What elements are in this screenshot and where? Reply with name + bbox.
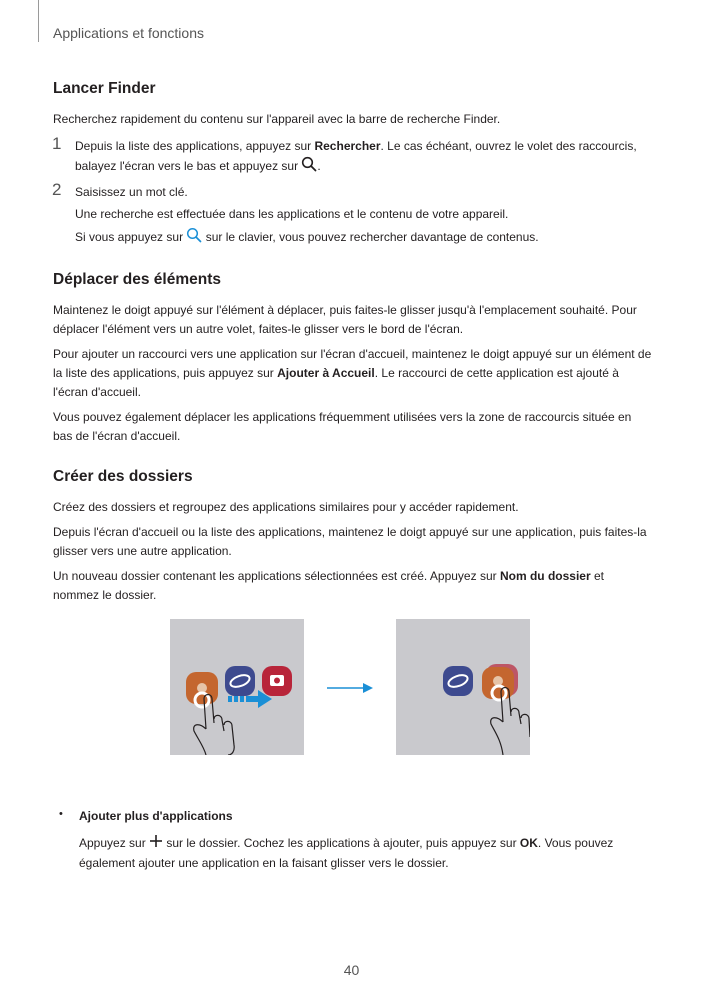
step-2-line3: Si vous appuyez sur sur le clavier, vous pouvez rechercher davantage de contenus. bbox=[75, 227, 653, 249]
step-2-line1: Saisissez un mot clé. bbox=[75, 185, 188, 199]
section-move bbox=[53, 271, 653, 446]
step-number: 1 bbox=[52, 134, 62, 153]
page-content bbox=[53, 80, 653, 895]
bullet-text: Appuyez sur sur le dossier. Cochez les applications à ajouter, puis appuyez sur OK. Vous pouvez également ajouter une application en la faisant glisser vers le dossier. bbox=[79, 834, 653, 873]
bullet-title: Ajouter plus d'applications bbox=[79, 809, 233, 823]
apps-drag-illustration bbox=[170, 619, 304, 755]
step-1-text: Depuis la liste des applications, appuyez sur Rechercher. Le cas échéant, ouvrez le volet des raccourcis, balayez l'écran vers le bas et appuyez sur . bbox=[75, 137, 653, 178]
chapter-header: Applications et fonctions bbox=[53, 25, 204, 41]
folders-p3: Un nouveau dossier contenant les applications sélectionnées est créé. Appuyez sur Nom du dossier et nommez le dossier. bbox=[53, 569, 604, 602]
arrow-right-icon bbox=[325, 681, 375, 700]
search-key-icon bbox=[186, 227, 202, 249]
folders-p2: Depuis l'écran d'accueil ou la liste des applications, maintenez le doigt appuyé sur une application, puis faites-la glisser vers une autre application. bbox=[53, 525, 647, 558]
section-heading-move: Déplacer des éléments bbox=[53, 271, 222, 288]
section-heading-folders: Créer des dossiers bbox=[53, 468, 193, 485]
step-2-line2: Une recherche est effectuée dans les applications et le contenu de votre appareil. bbox=[75, 207, 509, 221]
step-2 bbox=[52, 180, 653, 249]
search-icon bbox=[301, 156, 317, 178]
page-number: 40 bbox=[343, 962, 360, 978]
move-p3: Vous pouvez également déplacer les applications fréquemment utilisées vers la zone de raccourcis située en bas de l'écran d'accueil. bbox=[53, 410, 632, 443]
section-finder bbox=[53, 80, 653, 249]
folder-illustration bbox=[53, 619, 653, 787]
move-p1: Maintenez le doigt appuyé sur l'élément à déplacer, puis faites-le glisser jusqu'à l'emplacement souhaité. Pour déplacer l'élément vers un autre volet, faites-le glisser vers le bord de l'écran. bbox=[53, 303, 637, 336]
step-number: 2 bbox=[52, 180, 62, 199]
section-folders bbox=[53, 468, 653, 873]
section-heading-finder: Lancer Finder bbox=[53, 80, 156, 97]
folder-created-illustration bbox=[396, 619, 530, 755]
bullet-dot: • bbox=[59, 808, 63, 820]
folders-p1: Créez des dossiers et regroupez des applications similaires pour y accéder rapidement. bbox=[53, 500, 519, 514]
screen-before bbox=[170, 619, 304, 755]
step-1 bbox=[52, 134, 653, 178]
finder-intro: Recherchez rapidement du contenu sur l'appareil avec la barre de recherche Finder. bbox=[53, 112, 501, 126]
bullet-add-apps bbox=[53, 807, 653, 873]
plus-icon bbox=[149, 834, 163, 854]
move-p2: Pour ajouter un raccourci vers une application sur l'écran d'accueil, maintenez le doigt appuyé sur un élément de la liste des applications, puis appuyez sur Ajouter à Accueil. Le raccourci de cette application est ajouté à l'écran d'accueil. bbox=[53, 347, 652, 399]
header-rule bbox=[38, 0, 39, 42]
screen-after bbox=[396, 619, 530, 755]
